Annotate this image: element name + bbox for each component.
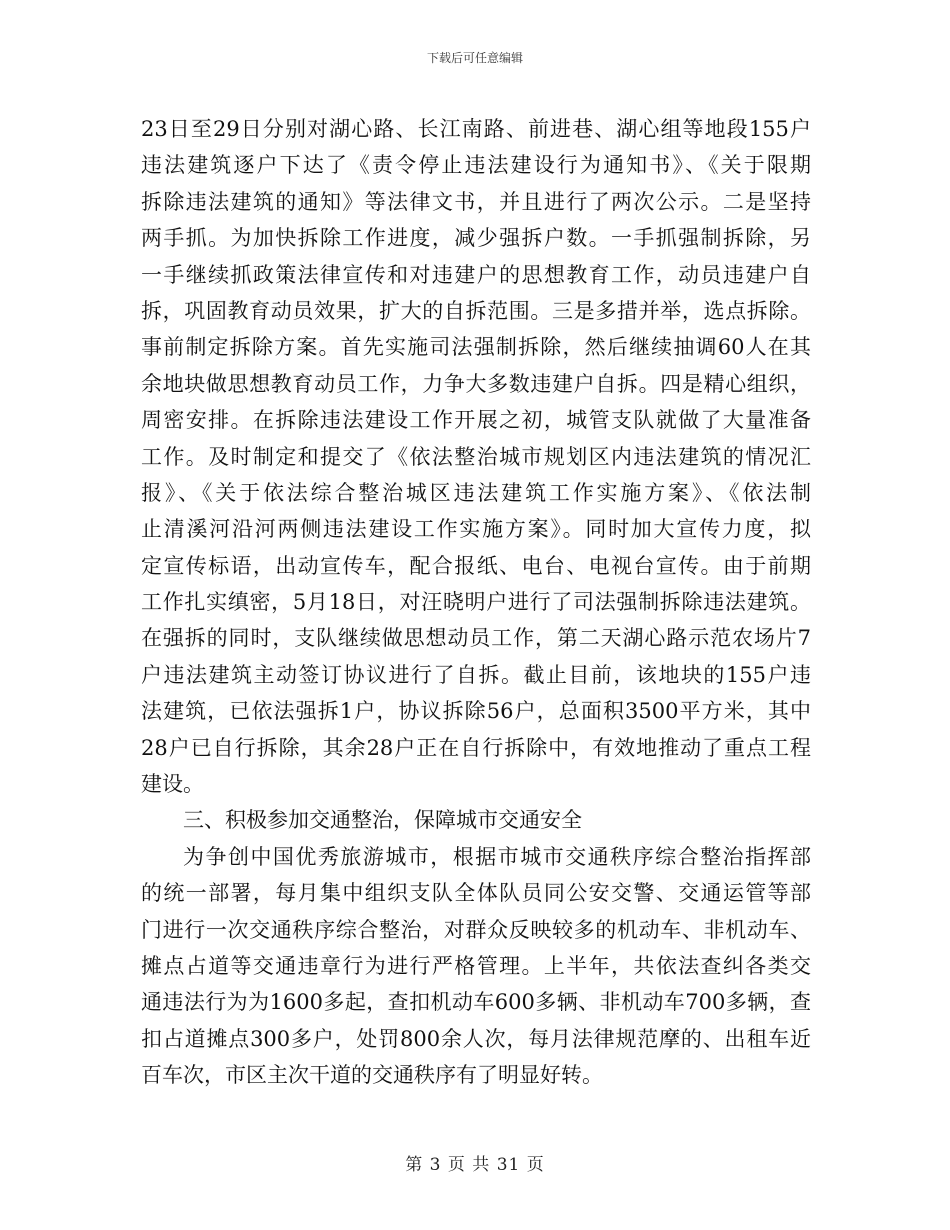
text-line: 门进行一次交通秩序综合整治，对群众反映较多的机动车、非机动车、 bbox=[141, 917, 811, 942]
text-line: 法建筑，已依法强拆1户，协议拆除56户，总面积3500平方米，其中 bbox=[141, 699, 811, 724]
text-line: 摊点占道等交通违章行为进行严格管理。上半年，共依法查纠各类交 bbox=[141, 953, 811, 978]
text-line: 工作。及时制定和提交了《依法整治城市规划区内违法建筑的情况汇 bbox=[141, 444, 811, 469]
text-line: 户违法建筑主动签订协议进行了自拆。截止目前，该地块的155户违 bbox=[141, 662, 811, 687]
text-line: 定宣传标语，出动宣传车，配合报纸、电台、电视台宣传。由于前期 bbox=[141, 553, 811, 578]
document-body bbox=[141, 111, 811, 1094]
page-header: 下载后可任意编辑 bbox=[426, 51, 523, 65]
text-line: 23日至29日分别对湖心路、长江南路、前进巷、湖心组等地段155户 bbox=[141, 117, 811, 141]
text-line: 周密安排。在拆除违法建设工作开展之初，城管支队就做了大量准备 bbox=[141, 408, 811, 433]
text-line: 在强拆的同时，支队继续做思想动员工作，第二天湖心路示范农场片7 bbox=[141, 626, 811, 651]
text-line: 工作扎实缜密，5月18日，对汪晓明户进行了司法强制拆除违法建筑。 bbox=[141, 590, 811, 615]
text-line: 通违法行为为1600多起，查扣机动车600多辆、非机动车700多辆，查 bbox=[141, 990, 811, 1015]
text-line: 拆，巩固教育动员效果，扩大的自拆范围。三是多措并举，选点拆除。 bbox=[141, 298, 811, 323]
page-footer: 第 3 页 共 31 页 bbox=[405, 1155, 545, 1175]
text-line: 为争创中国优秀旅游城市，根据市城市交通秩序综合整治指挥部 bbox=[183, 844, 811, 869]
text-line: 止清溪河沿河两侧违法建设工作实施方案》。同时加大宣传力度，拟 bbox=[141, 517, 811, 542]
text-line: 违法建筑逐户下达了《责令停止违法建设行为通知书》、《关于限期 bbox=[141, 153, 811, 178]
text-line: 事前制定拆除方案。首先实施司法强制拆除，然后继续抽调60人在其 bbox=[141, 335, 811, 360]
text-line: 的统一部署，每月集中组织支队全体队员同公安交警、交通运管等部 bbox=[141, 881, 811, 906]
text-line: 28户已自行拆除，其余28户正在自行拆除中，有效地推动了重点工程 bbox=[141, 735, 811, 760]
text-line: 报》、《关于依法综合整治城区违法建筑工作实施方案》、《依法制 bbox=[141, 480, 811, 505]
text-line: 扣占道摊点300多户，处罚800余人次，每月法律规范摩的、出租车近 bbox=[141, 1026, 811, 1051]
text-line: 拆除违法建筑的通知》等法律文书，并且进行了两次公示。二是坚持 bbox=[141, 189, 811, 214]
text-line: 余地块做思想教育动员工作，力争大多数违建户自拆。四是精心组织， bbox=[141, 371, 811, 396]
text-line: 建设。 bbox=[141, 772, 204, 797]
text-line: 一手继续抓政策法律宣传和对违建户的思想教育工作，动员违建户自 bbox=[141, 262, 811, 287]
text-line: 两手抓。为加快拆除工作进度，减少强拆户数。一手抓强制拆除，另 bbox=[141, 226, 811, 251]
section-heading: 三、积极参加交通整治，保障城市交通安全 bbox=[183, 808, 582, 833]
text-line: 百车次，市区主次干道的交通秩序有了明显好转。 bbox=[141, 1063, 603, 1088]
